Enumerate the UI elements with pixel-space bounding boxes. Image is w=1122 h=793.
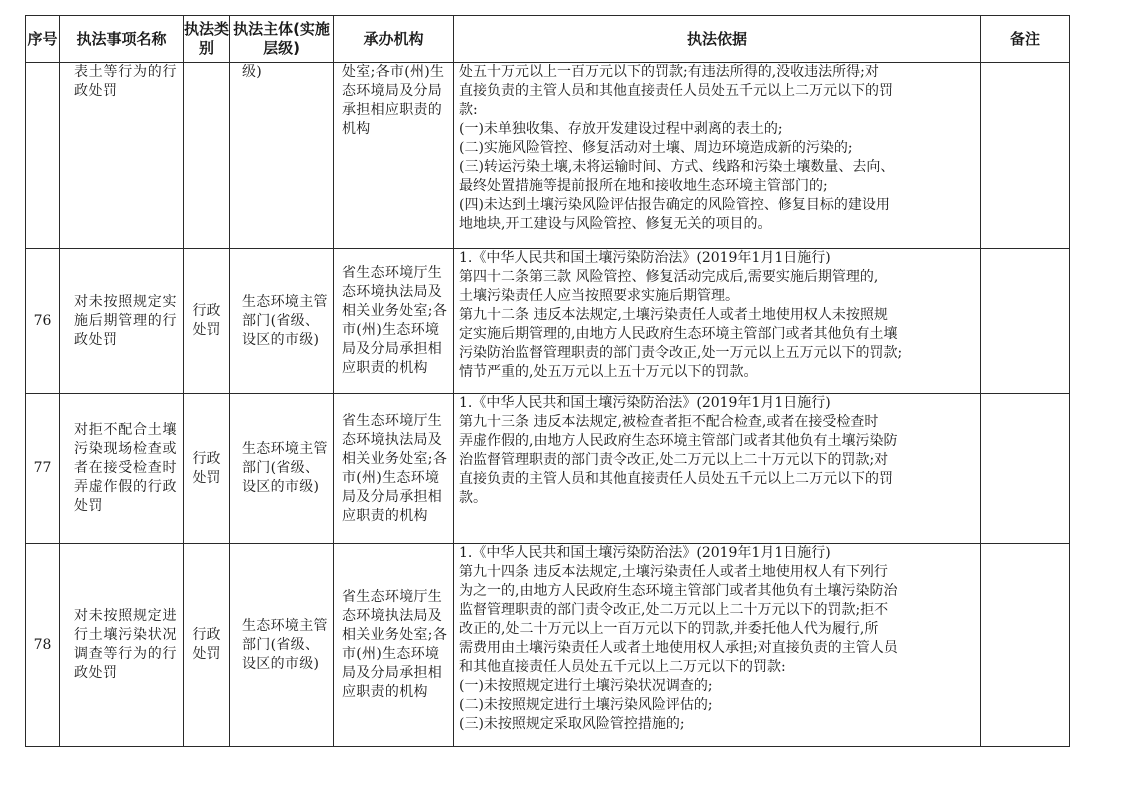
basis-line: (一)未按照规定进行土壤污染状况调查的;	[459, 678, 713, 694]
cell-no: 77	[26, 394, 60, 544]
cell-subject: 生态环境主管部门(省级、设区的市级)	[230, 544, 334, 747]
basis-line: 1.《中华人民共和国土壤污染防治法》(2019年1月1日施行)	[459, 545, 831, 561]
basis-line: (四)未达到土壤污染风险评估报告确定的风险管控、修复目标的建设用	[459, 197, 890, 213]
header-subject: 执法主体(实施层级)	[230, 16, 334, 63]
header-no: 序号	[26, 16, 60, 63]
cell-org: 处室;各市(州)生态环境局及分局承担相应职责的机构	[334, 63, 454, 249]
basis-line: (二)实施风险管控、修复活动对土壤、周边环境造成新的污染的;	[459, 140, 853, 156]
cell-no: 78	[26, 544, 60, 747]
cell-basis	[454, 394, 981, 544]
basis-line: 直接负责的主管人员和其他直接责任人员处五千元以上二万元以下的罚	[459, 471, 893, 487]
cell-type	[184, 63, 230, 249]
cell-subject: 生态环境主管部门(省级、设区的市级)	[230, 394, 334, 544]
header-org: 承办机构	[334, 16, 454, 63]
basis-line: 1.《中华人民共和国土壤污染防治法》(2019年1月1日施行)	[459, 250, 831, 266]
cell-name: 表土等行为的行政处罚	[60, 63, 184, 249]
basis-line: (一)未单独收集、存放开发建设过程中剥离的表土的;	[459, 121, 783, 137]
cell-no: 76	[26, 249, 60, 394]
basis-line: 第九十三条 违反本法规定,被检查者拒不配合检查,或者在接受检查时	[459, 414, 879, 430]
table-row	[26, 63, 1070, 249]
basis-line: 款。	[459, 490, 487, 506]
cell-basis	[454, 63, 981, 249]
basis-line: 款:	[459, 102, 478, 118]
basis-line: 土壤污染责任人应当按照要求实施后期管理。	[459, 288, 739, 304]
basis-line: 监督管理职责的部门责令改正,处二万元以上二十万元以下的罚款;拒不	[459, 602, 889, 618]
basis-line: 情节严重的,处五万元以上五十万元以下的罚款。	[459, 364, 758, 380]
cell-remark	[981, 63, 1070, 249]
basis-line: 直接负责的主管人员和其他直接责任人员处五千元以上二万元以下的罚	[459, 83, 893, 99]
basis-line: 定实施后期管理的,由地方人民政府生态环境主管部门或者其他负有土壤	[459, 326, 898, 342]
basis-line: 改正的,处二十万元以上一百万元以下的罚款,并委托他人代为履行,所	[459, 621, 879, 637]
cell-basis	[454, 544, 981, 747]
enforcement-table	[25, 15, 1070, 747]
cell-type: 行政处罚	[184, 394, 230, 544]
cell-org: 省生态环境厅生态环境执法局及相关业务处室;各市(州)生态环境局及分局承担相应职责的机构	[334, 249, 454, 394]
header-remark: 备注	[981, 16, 1070, 63]
cell-name: 对拒不配合土壤污染现场检查或者在接受检查时弄虚作假的行政处罚	[60, 394, 184, 544]
cell-type: 行政处罚	[184, 544, 230, 747]
cell-remark	[981, 394, 1070, 544]
basis-line: 1.《中华人民共和国土壤污染防治法》(2019年1月1日施行)	[459, 395, 831, 411]
basis-line: 地地块,开工建设与风险管控、修复无关的项目的。	[459, 216, 772, 232]
table-row	[26, 544, 1070, 747]
basis-line: 处五十万元以上一百万元以下的罚款;有违法所得的,没收违法所得;对	[459, 64, 879, 80]
cell-no	[26, 63, 60, 249]
header-name: 执法事项名称	[60, 16, 184, 63]
cell-subject: 级)	[230, 63, 334, 249]
cell-basis	[454, 249, 981, 394]
basis-line: (三)未按照规定采取风险管控措施的;	[459, 716, 685, 732]
basis-line: 和其他直接责任人员处五千元以上二万元以下的罚款:	[459, 659, 786, 675]
basis-line: 为之一的,由地方人民政府生态环境主管部门或者其他负有土壤污染防治	[459, 583, 898, 599]
cell-remark	[981, 249, 1070, 394]
table-row	[26, 249, 1070, 394]
header-row	[26, 16, 1070, 63]
cell-name: 对未按照规定进行土壤污染状况调查等行为的行政处罚	[60, 544, 184, 747]
cell-org: 省生态环境厅生态环境执法局及相关业务处室;各市(州)生态环境局及分局承担相应职责的机构	[334, 394, 454, 544]
header-basis: 执法依据	[454, 16, 981, 63]
basis-line: (三)转运污染土壤,未将运输时间、方式、线路和污染土壤数量、去向、	[459, 159, 895, 175]
basis-line: 第九十四条 违反本法规定,土壤污染责任人或者土地使用权人有下列行	[459, 564, 888, 580]
basis-line: 第九十二条 违反本法规定,土壤污染责任人或者土地使用权人未按照规	[459, 307, 888, 323]
basis-line: 治监督管理职责的部门责令改正,处二万元以上二十万元以下的罚款;对	[459, 452, 889, 468]
basis-line: 污染防治监督管理职责的部门责令改正,处一万元以上五万元以下的罚款;	[459, 345, 903, 361]
basis-line: 需费用由土壤污染责任人或者土地使用权人承担;对直接负责的主管人员	[459, 640, 898, 656]
cell-remark	[981, 544, 1070, 747]
cell-name: 对未按照规定实施后期管理的行政处罚	[60, 249, 184, 394]
basis-line: 弄虚作假的,由地方人民政府生态环境主管部门或者其他负有土壤污染防	[459, 433, 898, 449]
header-type: 执法类别	[184, 16, 230, 63]
basis-line: 最终处置措施等提前报所在地和接收地生态环境主管部门的;	[459, 178, 828, 194]
basis-line: 第四十二条第三款 风险管控、修复活动完成后,需要实施后期管理的,	[459, 269, 879, 285]
table-row	[26, 394, 1070, 544]
cell-org: 省生态环境厅生态环境执法局及相关业务处室;各市(州)生态环境局及分局承担相应职责的机构	[334, 544, 454, 747]
cell-subject: 生态环境主管部门(省级、设区的市级)	[230, 249, 334, 394]
basis-line: (二)未按照规定进行土壤污染风险评估的;	[459, 697, 713, 713]
cell-type: 行政处罚	[184, 249, 230, 394]
